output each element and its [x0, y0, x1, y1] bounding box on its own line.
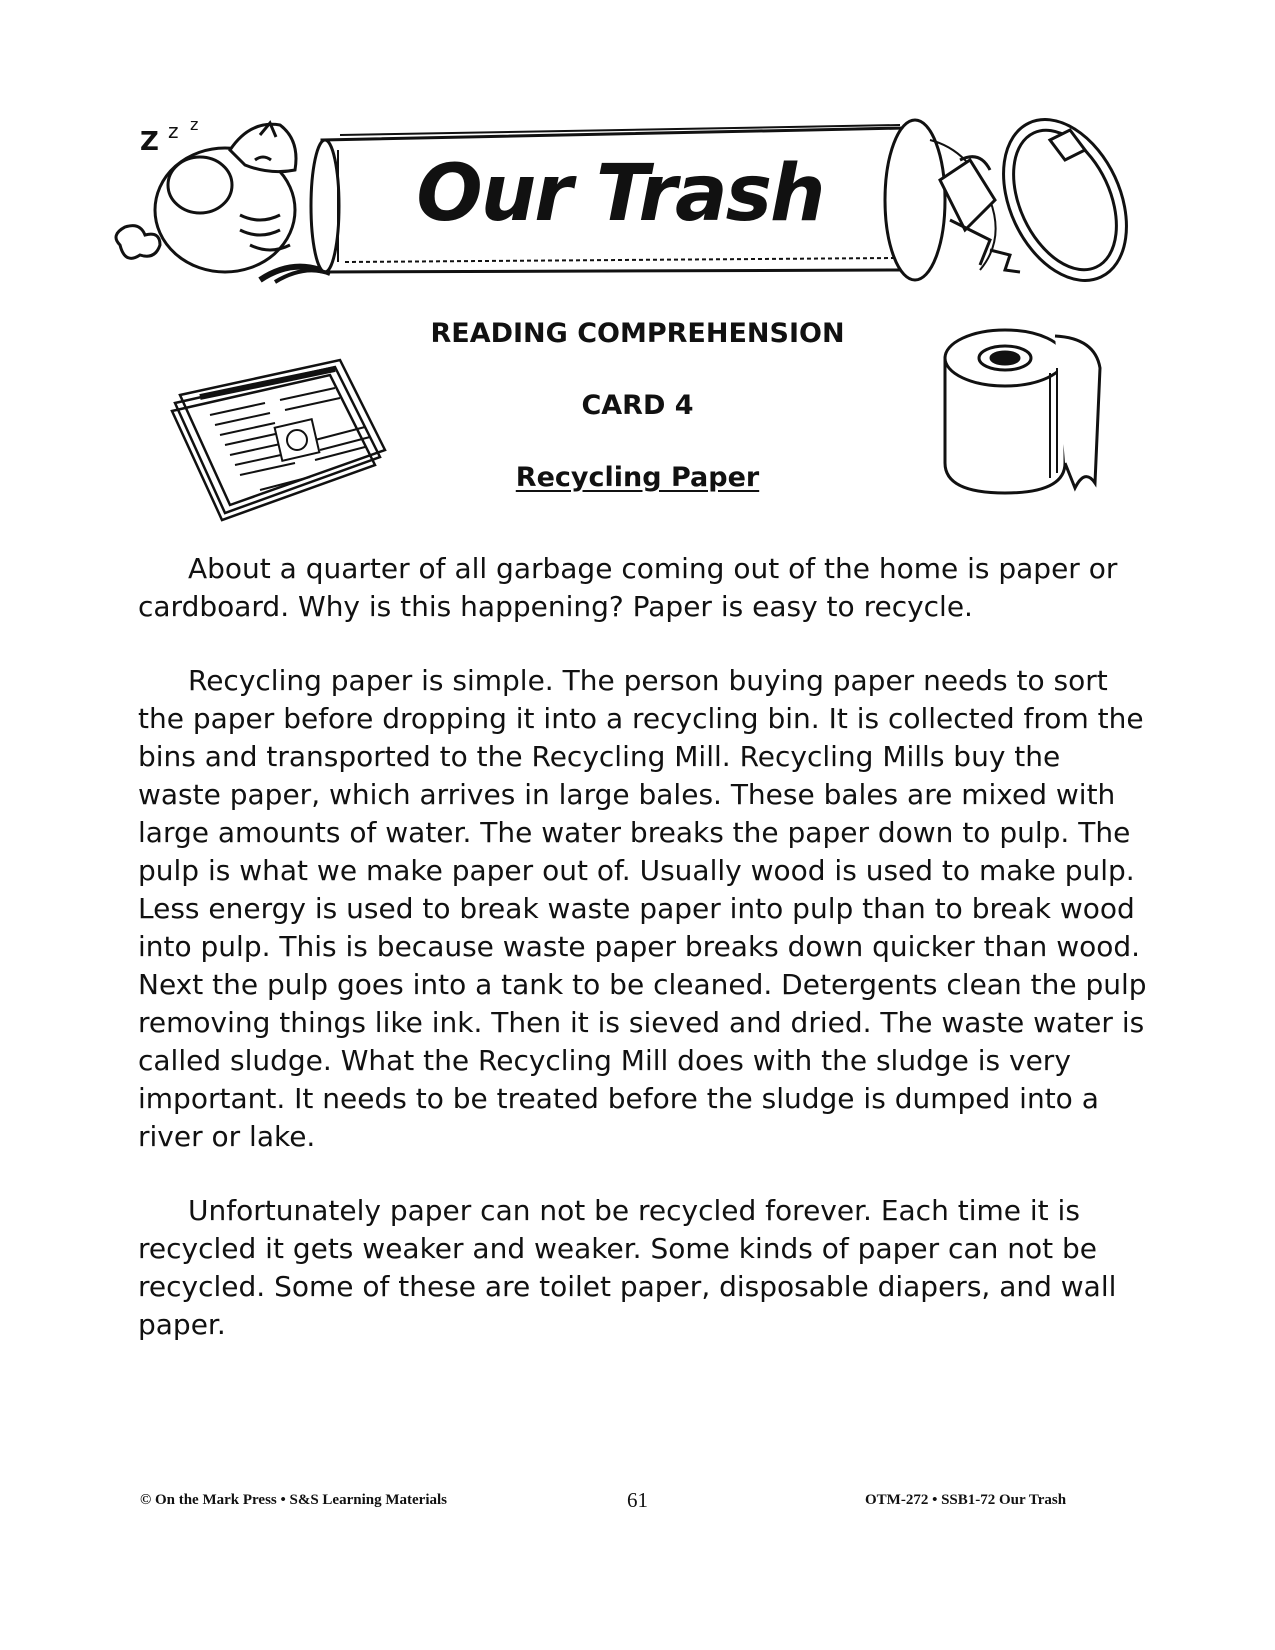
page-title: Our Trash — [416, 149, 824, 239]
svg-text:z: z — [190, 115, 199, 134]
page-number: 61 — [627, 1488, 648, 1512]
section-label: READING COMPREHENSION — [430, 318, 845, 349]
title-banner — [0, 0, 1275, 300]
paragraph-3: Unfortunately paper can not be recycled forever. Each time it is recycled it gets weaker and weaker. Some kinds of paper can not be recycled. Some of these are toilet paper, disposable diapers, and wall paper. — [138, 1194, 1117, 1341]
reading-passage — [138, 550, 1148, 1380]
toilet-paper-roll-icon — [935, 318, 1115, 503]
paragraph-2: Recycling paper is simple. The person buying paper needs to sort the paper before dropping it into a recycling bin. It is collected from the bins and transported to the Recycling Mill. Recycling Mills buy the waste paper, which arrives in large bales. These bales are mixed with large amounts of water. The water breaks the paper down to pulp. The pulp is what we make paper out of. Usually wood is used to make pulp. Less energy is used to break waste paper into pulp than to break wood into pulp. This is because waste paper breaks down quicker than wood. Next the pulp goes into a tank to be cleaned. Detergents clean the pulp removing things like ink. Then it is sieved and dried. The waste water is called sludge. What the Recycling Mill does with the sludge is very important. It needs to be treated before the sludge is dumped into a river or lake. — [138, 664, 1147, 1153]
card-title-text: Recycling Paper — [515, 462, 760, 493]
svg-text:Z: Z — [140, 127, 159, 157]
sleeping-raccoon-icon — [116, 115, 330, 282]
product-code: OTM-272 • SSB1-72 Our Trash — [865, 1492, 1067, 1508]
trash-can-lid-icon — [885, 100, 1151, 300]
newspaper-icon — [170, 355, 395, 525]
page-footer — [0, 1488, 1275, 1518]
paragraph-1: About a quarter of all garbage coming out of the home is paper or cardboard. Why is this happening? Paper is easy to recycle. — [138, 552, 1118, 623]
copyright-text: © On the Mark Press • S&S Learning Materials — [140, 1492, 447, 1508]
svg-text:z: z — [168, 119, 179, 143]
card-label: CARD 4 — [581, 390, 694, 421]
